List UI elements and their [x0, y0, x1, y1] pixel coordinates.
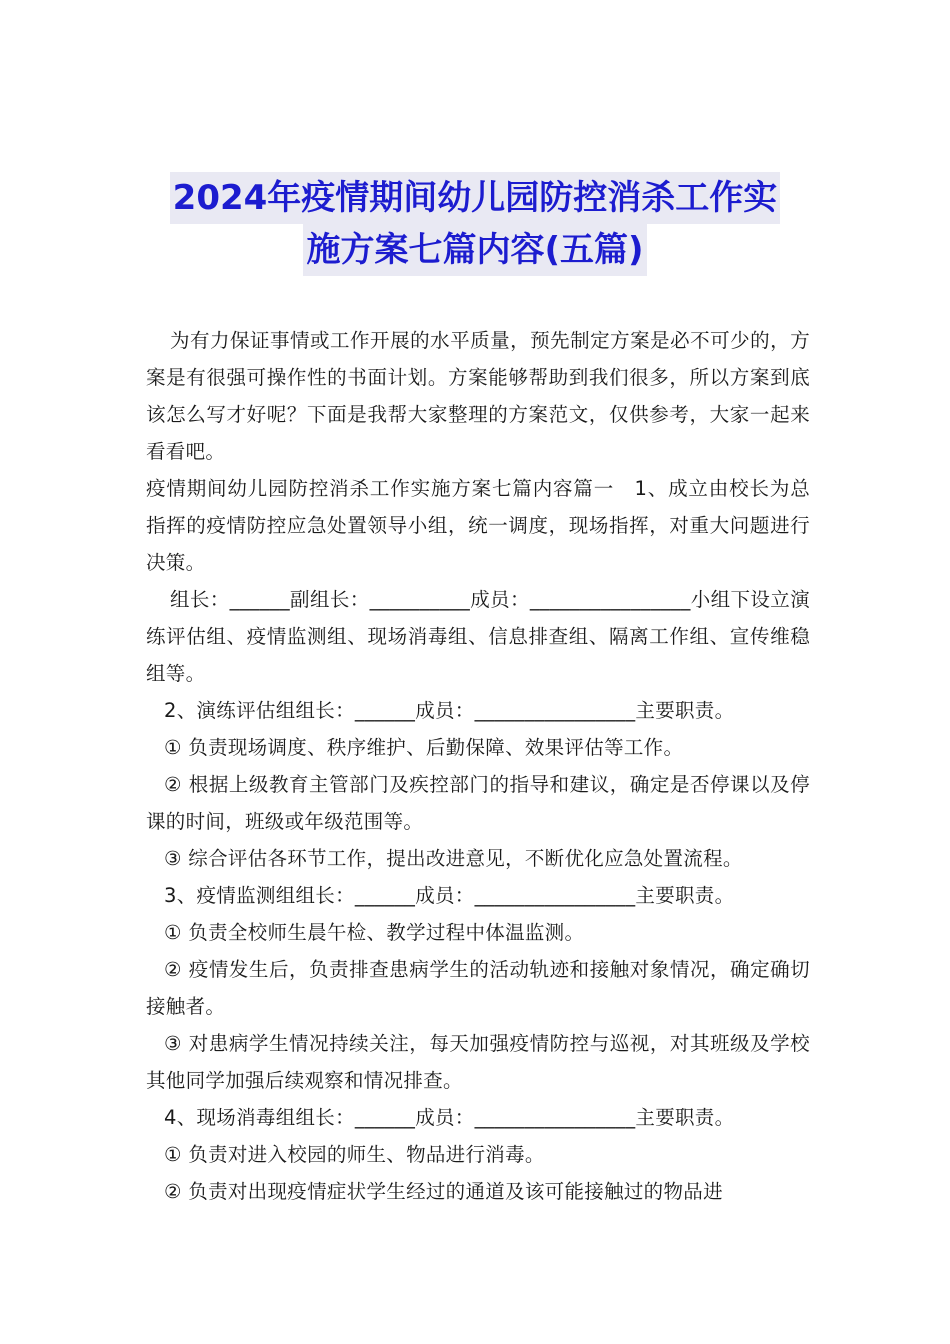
- monitor-duty-1: ① 负责全校师生晨午检、教学过程中体温监测。: [164, 921, 585, 944]
- team-members-paragraph: 组长：______副组长：__________成员：________________小组下设立演练评估组、疫情监测组、现场消毒组、信息排查组、隔离工作组、宣传维稳组等。: [146, 588, 810, 685]
- title-line-1: 2024年疫情期间幼儿园防控消杀工作实: [170, 172, 781, 224]
- monitor-group-heading: 3、疫情监测组组长：______成员：________________主要职责。: [164, 884, 735, 907]
- title-line-2: 施方案七篇内容(五篇): [303, 224, 646, 276]
- intro-paragraph: 为有力保证事情或工作开展的水平质量，预先制定方案是必不可少的，方案是有很强可操作性的书面计划。方案能够帮助到我们很多，所以方案到底该怎么写才好呢？下面是我帮大家整理的方案范文，仅供参考，大家一起来看看吧。: [146, 329, 810, 463]
- monitor-duty-2: ② 疫情发生后，负责排查患病学生的活动轨迹和接触对象情况，确定确切接触者。: [146, 958, 810, 1018]
- drill-duty-1: ① 负责现场调度、秩序维护、后勤保障、效果评估等工作。: [164, 736, 684, 759]
- disinfect-duty-2: ② 负责对出现疫情症状学生经过的通道及该可能接触过的物品进: [164, 1180, 723, 1203]
- document-title: [130, 172, 820, 276]
- section-1-paragraph: 疫情期间幼儿园防控消杀工作实施方案七篇内容篇一 1、成立由校长为总指挥的疫情防控应急处置领导小组，统一调度，现场指挥，对重大问题进行决策。: [146, 477, 810, 574]
- drill-duty-2: ② 根据上级教育主管部门及疾控部门的指导和建议，确定是否停课以及停课的时间，班级或年级范围等。: [146, 773, 810, 833]
- monitor-duty-3: ③ 对患病学生情况持续关注，每天加强疫情防控与巡视，对其班级及学校其他同学加强后续观察和情况排查。: [146, 1032, 810, 1092]
- disinfect-group-heading: 4、现场消毒组组长：______成员：________________主要职责。: [164, 1106, 735, 1129]
- drill-group-heading: 2、演练评估组组长：______成员：________________主要职责。: [164, 699, 735, 722]
- disinfect-duty-1: ① 负责对进入校园的师生、物品进行消毒。: [164, 1143, 545, 1166]
- drill-duty-3: ③ 综合评估各环节工作，提出改进意见，不断优化应急处置流程。: [164, 847, 743, 870]
- document-body: [146, 322, 810, 1210]
